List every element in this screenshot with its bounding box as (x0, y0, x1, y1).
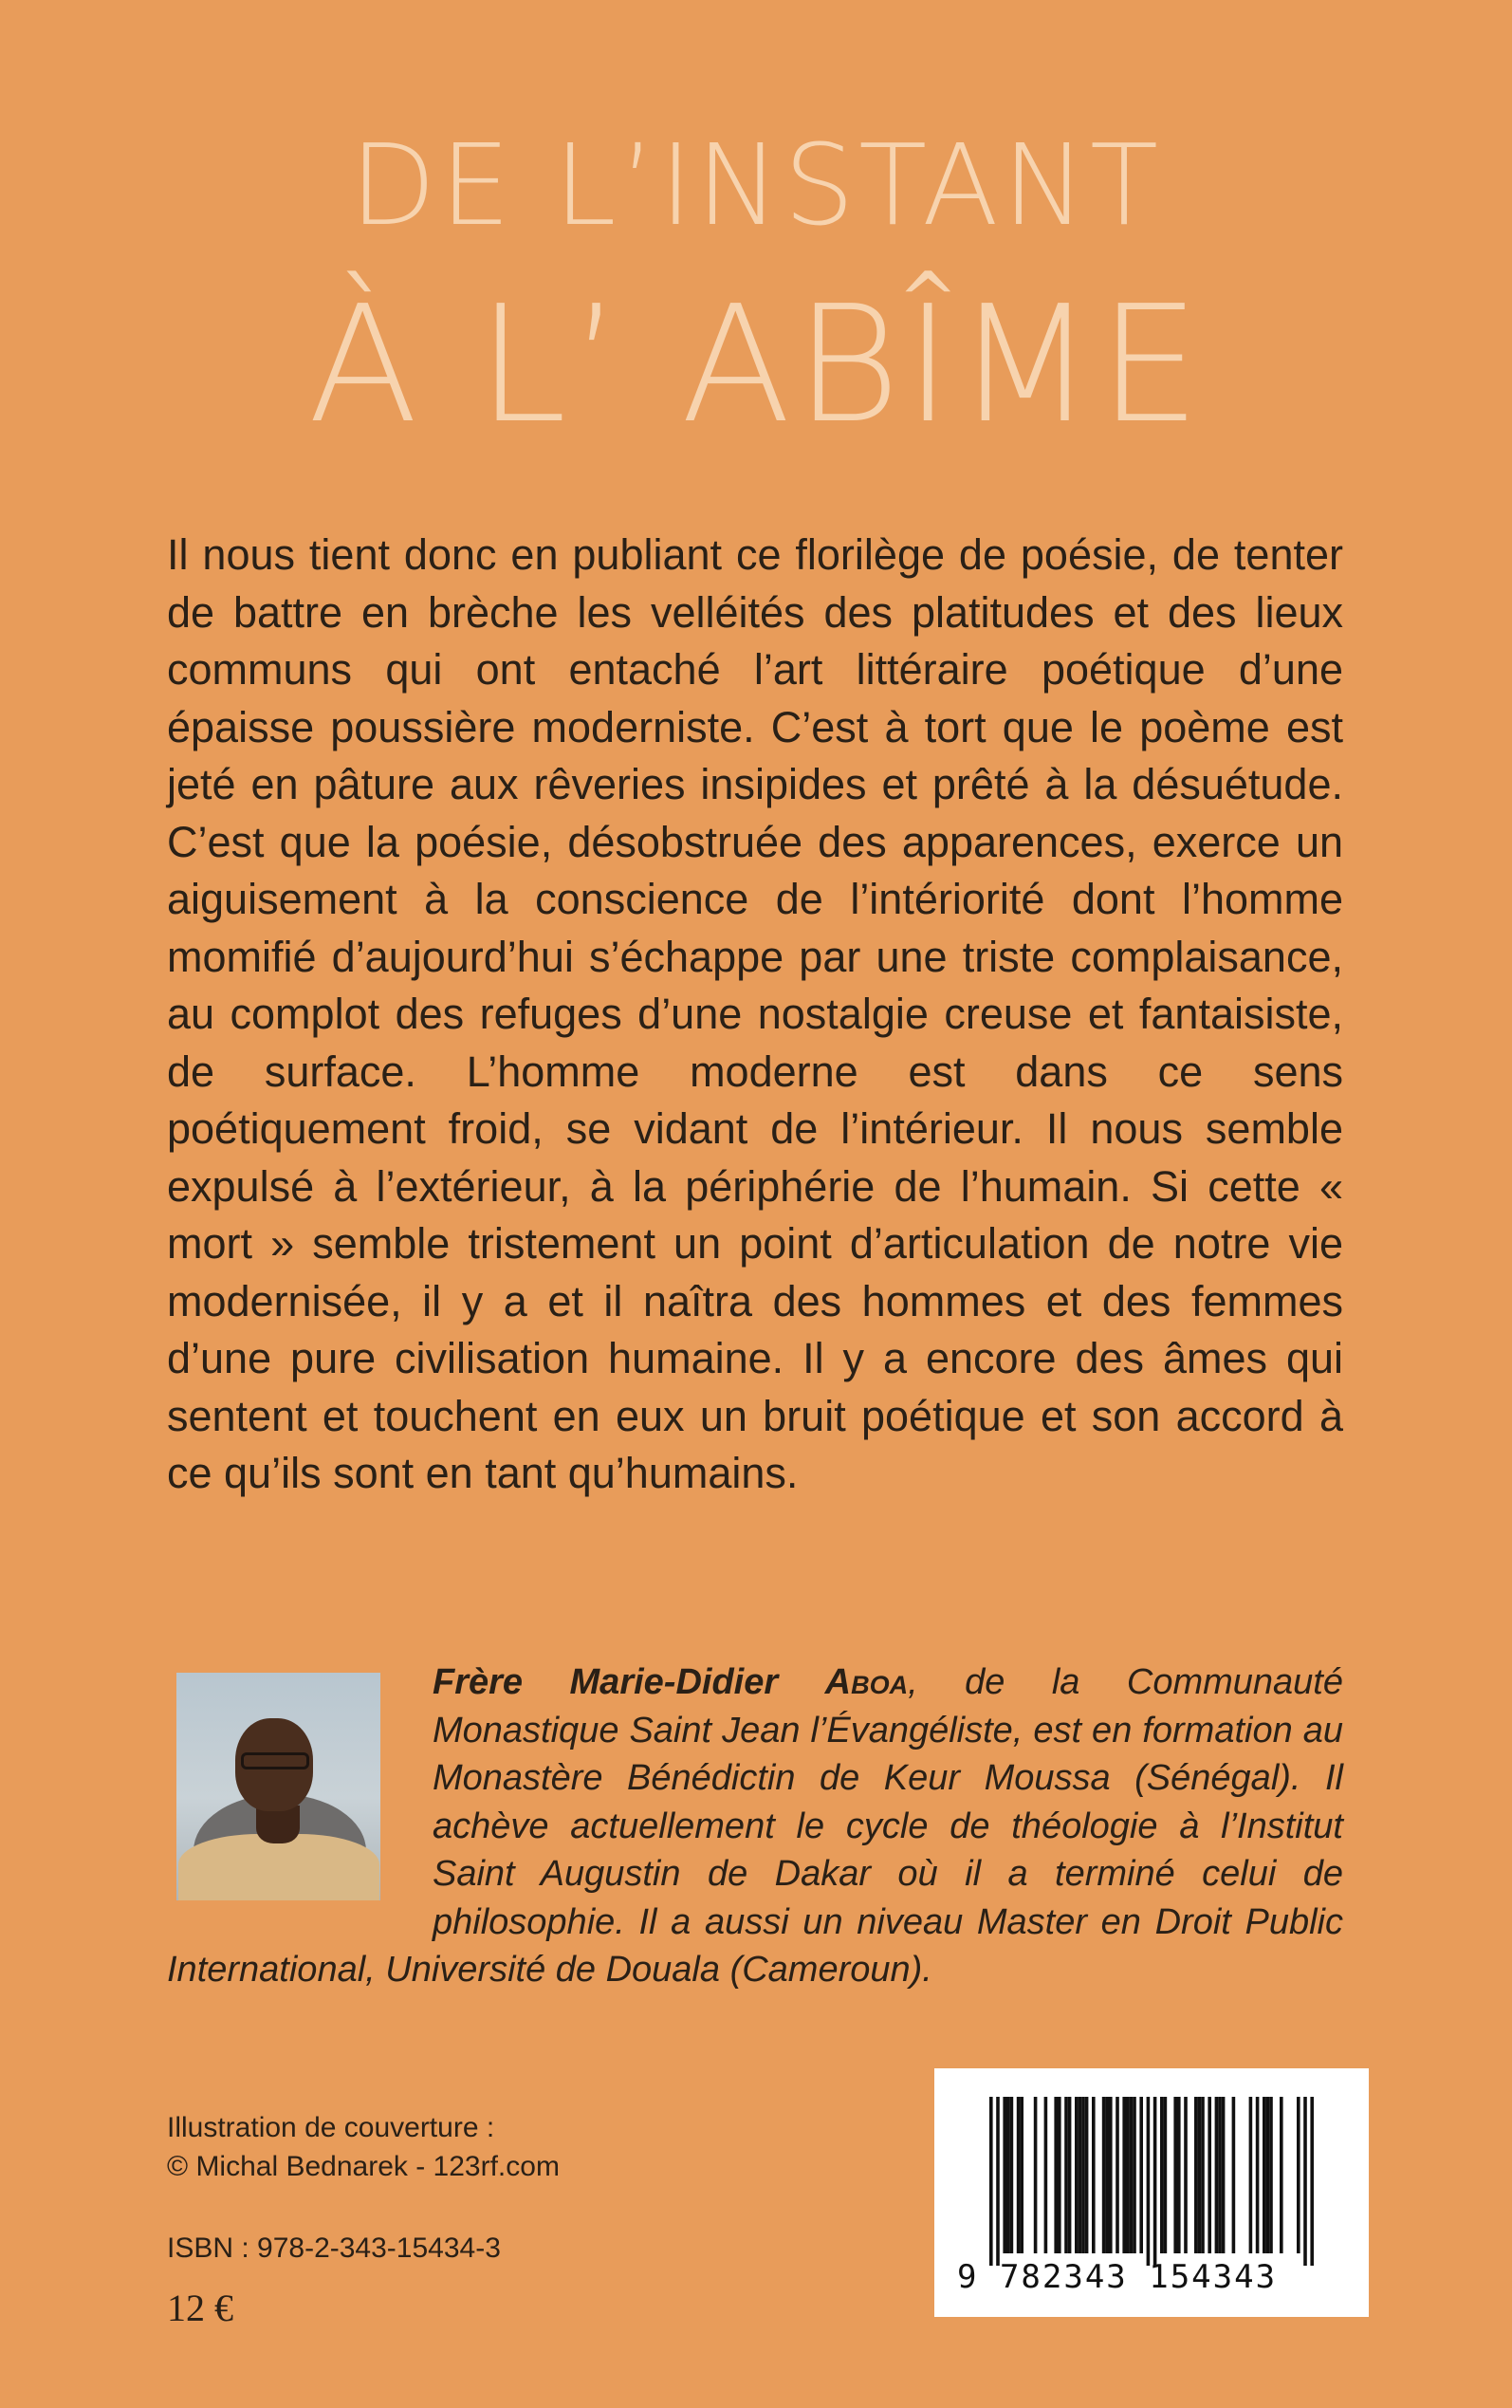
barcode-bar (1058, 2097, 1061, 2253)
price: 12 € (167, 2287, 233, 2329)
barcode-bar (1079, 2097, 1082, 2253)
author-bio-text: , de la Communauté Monastique Saint Jean l’Évangéliste, est en formation au Monastère Bénédictin de Keur Moussa (Sénégal). Il achève actuellement le cycle de théologie à l’Institut Saint Augustin de Dakar où il a terminé celui de philosophie. Il a aussi un niveau Master en Droit Public International, Université de Douala (Cameroun). (167, 1662, 1344, 1990)
barcode-bar (1017, 2097, 1021, 2253)
barcode-bar (1269, 2097, 1273, 2253)
barcode-bar (1177, 2097, 1181, 2253)
back-cover-summary: Il nous tient donc en publiant ce florilège de poésie, de tenter de battre en brèche les velléités des platitudes et des lieux communs qui ont entaché l’art littéraire poétique d’une épaisse poussière moderniste. C’est à tort que le poème est jeté en pâture aux rêveries insipides et prêté à la désuétude. C’est que la poésie, désobstruée des apparences, exerce un aiguisement à la conscience de l’intériorité dont l’homme momifié d’aujourd’hui s’échappe par une triste complaisance, au complot des refuges d’une nostalgie creuse et fantaisiste, de surface. L’homme moderne est dans ce sens poétiquement froid, se vidant de l’intérieur. Il nous semble expulsé à l’extérieur, à la périphérie de l’humain. Si cette « mort » semble tristement un point d’articulation de notre vie modernisée, il y a et il naîtra des hommes et des femmes d’une pure civilisation humaine. Il y a encore des âmes qui sentent et touchent en eux un bruit poétique et son accord à ce qu’ils sont en tant qu’humains. (167, 530, 1343, 1497)
barcode-bar (1064, 2097, 1068, 2253)
barcode-bar (1280, 2097, 1283, 2253)
barcode-bar (1263, 2097, 1266, 2253)
barcode-bar (1034, 2097, 1038, 2253)
barcode-bar (1184, 2097, 1188, 2253)
barcode-bar (1102, 2097, 1106, 2253)
barcode-bar (1160, 2097, 1164, 2253)
barcode-bar (1222, 2097, 1226, 2253)
barcode-bar (1153, 2097, 1157, 2266)
barcode-bar (1232, 2097, 1236, 2253)
barcode-bar (1133, 2097, 1136, 2253)
barcode-bar (1130, 2097, 1134, 2253)
barcode-bar (1126, 2097, 1130, 2253)
barcode-bar (1201, 2097, 1205, 2253)
barcode-bar (1297, 2097, 1300, 2253)
barcode-bar (1122, 2097, 1126, 2253)
barcode-bar (1085, 2097, 1089, 2253)
barcode-bar (1208, 2097, 1211, 2253)
barcode-bar (1003, 2097, 1006, 2253)
barcode-bar (1256, 2097, 1260, 2253)
barcode-bar (1006, 2097, 1010, 2253)
cover-illustration-credit (167, 2108, 560, 2186)
barcode-bar (1198, 2097, 1202, 2253)
barcode-bar (1020, 2097, 1023, 2253)
isbn: ISBN : 978-2-343-15434-3 (167, 2232, 501, 2264)
barcode-digits: 9 782343 154343 (957, 2258, 1278, 2296)
barcode-bar (1147, 2097, 1151, 2266)
book-title-line-1: DE L’INSTANT (349, 120, 1163, 250)
barcode-bar (989, 2097, 993, 2266)
barcode-bar (1218, 2097, 1222, 2253)
barcode-bar (1303, 2097, 1307, 2266)
barcode-bar (1266, 2097, 1270, 2253)
barcode-bar (1310, 2097, 1314, 2266)
barcode-bar (1092, 2097, 1096, 2253)
barcode-bar (1054, 2097, 1058, 2253)
barcode-bar (1075, 2097, 1079, 2253)
credit-label: Illustration de couverture : (167, 2112, 495, 2143)
author-bio (167, 1658, 1343, 1994)
barcode-bar (1109, 2097, 1113, 2253)
credit-author: © Michal Bednarek - 123rf.com (167, 2151, 560, 2182)
barcode-bar (1068, 2097, 1072, 2253)
barcode-bar (1215, 2097, 1219, 2253)
author-name: Frère Marie-Didier (433, 1662, 779, 1702)
barcode-bar (1194, 2097, 1198, 2253)
barcode-bar (1044, 2097, 1048, 2253)
barcode (934, 2068, 1369, 2317)
barcode-bar (1105, 2097, 1109, 2253)
barcode-bar (1010, 2097, 1014, 2253)
barcode-bar (996, 2097, 1000, 2266)
book-title-line-2: À L’ ABÎME (307, 271, 1205, 459)
author-surname: Aboa (824, 1662, 909, 1702)
barcode-bar (1139, 2097, 1143, 2253)
barcode-bar (1249, 2097, 1253, 2253)
barcode-bar (1164, 2097, 1168, 2253)
barcode-bar (1116, 2097, 1119, 2253)
barcode-bar (1081, 2097, 1085, 2253)
barcode-bar (1173, 2097, 1177, 2253)
